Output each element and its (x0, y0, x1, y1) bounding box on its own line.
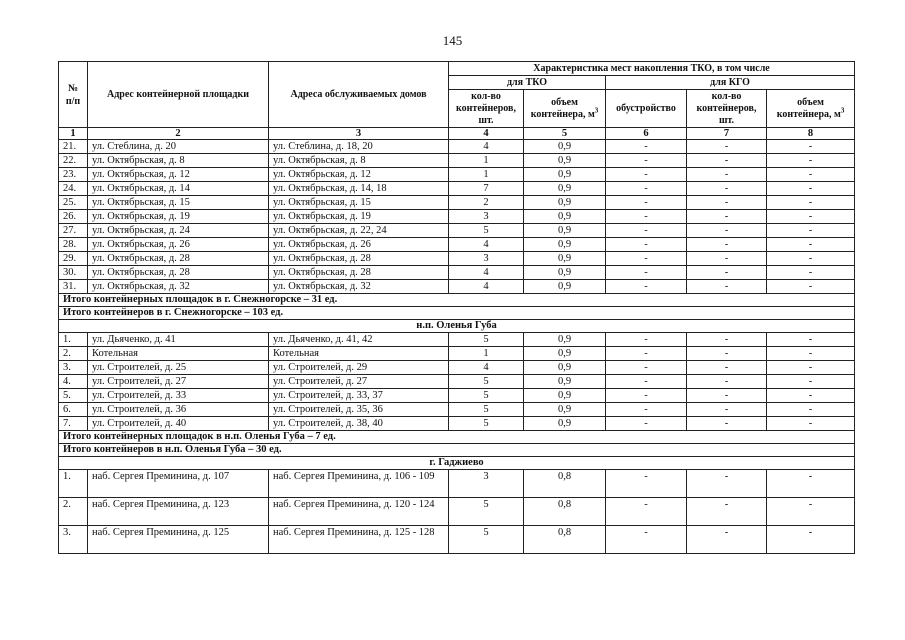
kgo-container-volume: - (767, 238, 855, 252)
row-number: 25. (59, 196, 88, 210)
kgo-container-volume: - (767, 182, 855, 196)
kgo-equipment: - (606, 154, 687, 168)
col-number: 5 (524, 128, 606, 140)
tko-container-count: 1 (449, 154, 524, 168)
kgo-container-count: - (687, 417, 767, 431)
row-number: 21. (59, 140, 88, 154)
tko-container-count: 5 (449, 389, 524, 403)
kgo-equipment: - (606, 361, 687, 375)
tko-container-volume: 0,9 (524, 210, 606, 224)
col-number: 2 (88, 128, 269, 140)
table-row (59, 182, 855, 196)
table-header (59, 62, 855, 140)
table-row (59, 403, 855, 417)
site-address: ул. Октябрьская, д. 28 (88, 252, 269, 266)
tko-container-volume: 0,9 (524, 224, 606, 238)
row-number: 5. (59, 389, 88, 403)
total-containers-snezhnogorsk: Итого контейнеров в г. Снежногорске – 103 ед. (59, 307, 855, 320)
table-row (59, 210, 855, 224)
tko-container-count: 3 (449, 252, 524, 266)
kgo-container-volume: - (767, 470, 855, 498)
kgo-equipment: - (606, 140, 687, 154)
served-addresses: Котельная (269, 347, 449, 361)
tko-container-volume: 0,9 (524, 154, 606, 168)
container-sites-table (58, 61, 855, 554)
site-address: ул. Строителей, д. 27 (88, 375, 269, 389)
site-address: ул. Октябрьская, д. 24 (88, 224, 269, 238)
served-addresses: ул. Октябрьская, д. 22, 24 (269, 224, 449, 238)
tko-container-volume: 0,9 (524, 389, 606, 403)
tko-container-volume: 0,9 (524, 417, 606, 431)
tko-container-volume: 0,9 (524, 266, 606, 280)
kgo-container-count: - (687, 361, 767, 375)
kgo-container-count: - (687, 280, 767, 294)
kgo-container-volume: - (767, 333, 855, 347)
site-address: ул. Строителей, д. 25 (88, 361, 269, 375)
kgo-container-volume: - (767, 498, 855, 526)
table-row (59, 266, 855, 280)
site-address: ул. Октябрьская, д. 15 (88, 196, 269, 210)
site-address: ул. Стеблина, д. 20 (88, 140, 269, 154)
site-address: ул. Дьяченко, д. 41 (88, 333, 269, 347)
row-number: 3. (59, 526, 88, 554)
served-addresses: ул. Октябрьская, д. 26 (269, 238, 449, 252)
kgo-container-count: - (687, 375, 767, 389)
row-number: 22. (59, 154, 88, 168)
header-kgo: для КГО (606, 76, 855, 90)
kgo-container-volume: - (767, 154, 855, 168)
page-number: 145 (442, 33, 463, 48)
served-addresses: ул. Строителей, д. 29 (269, 361, 449, 375)
kgo-equipment: - (606, 238, 687, 252)
tko-container-volume: 0,9 (524, 347, 606, 361)
header-address: Адрес контейнерной площадки (88, 62, 269, 128)
col-number: 6 (606, 128, 687, 140)
served-addresses: ул. Строителей, д. 35, 36 (269, 403, 449, 417)
tko-container-count: 5 (449, 333, 524, 347)
table-row (59, 224, 855, 238)
kgo-equipment: - (606, 168, 687, 182)
served-addresses: наб. Сергея Преминина, д. 125 - 128 (269, 526, 449, 554)
tko-container-count: 4 (449, 140, 524, 154)
row-number: 29. (59, 252, 88, 266)
total-sites-olenya-guba: Итого контейнерных площадок в н.п. Оленья Губа – 7 ед. (59, 431, 855, 444)
kgo-equipment: - (606, 347, 687, 361)
kgo-container-volume: - (767, 140, 855, 154)
kgo-container-count: - (687, 196, 767, 210)
kgo-equipment: - (606, 280, 687, 294)
tko-container-count: 5 (449, 403, 524, 417)
tko-container-volume: 0,9 (524, 140, 606, 154)
tko-container-volume: 0,9 (524, 375, 606, 389)
served-addresses: ул. Строителей, д. 38, 40 (269, 417, 449, 431)
tko-container-volume: 0,9 (524, 238, 606, 252)
tko-container-count: 7 (449, 182, 524, 196)
served-addresses: ул. Октябрьская, д. 32 (269, 280, 449, 294)
tko-container-count: 5 (449, 375, 524, 389)
tko-container-volume: 0,9 (524, 361, 606, 375)
kgo-container-volume: - (767, 526, 855, 554)
served-addresses: наб. Сергея Преминина, д. 106 - 109 (269, 470, 449, 498)
table-row (59, 280, 855, 294)
kgo-container-volume: - (767, 280, 855, 294)
site-address: ул. Октябрьская, д. 26 (88, 238, 269, 252)
row-number: 7. (59, 417, 88, 431)
site-address: Котельная (88, 347, 269, 361)
tko-container-count: 1 (449, 168, 524, 182)
header-tko: для ТКО (449, 76, 606, 90)
total-containers-olenya-guba: Итого контейнеров в н.п. Оленья Губа – 30 ед. (59, 444, 855, 457)
served-addresses: ул. Строителей, д. 27 (269, 375, 449, 389)
kgo-equipment: - (606, 266, 687, 280)
kgo-equipment: - (606, 498, 687, 526)
tko-container-volume: 0,9 (524, 182, 606, 196)
site-address: ул. Строителей, д. 36 (88, 403, 269, 417)
kgo-container-volume: - (767, 347, 855, 361)
tko-container-count: 4 (449, 280, 524, 294)
kgo-container-volume: - (767, 266, 855, 280)
kgo-container-volume: - (767, 252, 855, 266)
tko-container-count: 3 (449, 470, 524, 498)
kgo-container-volume: - (767, 224, 855, 238)
tko-container-count: 5 (449, 224, 524, 238)
kgo-container-count: - (687, 140, 767, 154)
row-number: 2. (59, 498, 88, 526)
kgo-container-count: - (687, 182, 767, 196)
table-row (59, 168, 855, 182)
row-number: 27. (59, 224, 88, 238)
served-addresses: ул. Октябрьская, д. 28 (269, 252, 449, 266)
section-row (59, 320, 855, 333)
kgo-equipment: - (606, 224, 687, 238)
tko-container-volume: 0,9 (524, 252, 606, 266)
table-row (59, 347, 855, 361)
tko-container-count: 5 (449, 526, 524, 554)
kgo-container-volume: - (767, 361, 855, 375)
row-number: 4. (59, 375, 88, 389)
site-address: ул. Строителей, д. 33 (88, 389, 269, 403)
kgo-container-count: - (687, 266, 767, 280)
kgo-container-volume: - (767, 403, 855, 417)
kgo-container-count: - (687, 403, 767, 417)
kgo-equipment: - (606, 196, 687, 210)
kgo-equipment: - (606, 403, 687, 417)
row-number: 26. (59, 210, 88, 224)
served-addresses: ул. Октябрьская, д. 14, 18 (269, 182, 449, 196)
kgo-equipment: - (606, 375, 687, 389)
served-addresses: ул. Октябрьская, д. 12 (269, 168, 449, 182)
table-body (59, 140, 855, 554)
table-row (59, 375, 855, 389)
table-row (59, 389, 855, 403)
kgo-container-volume: - (767, 417, 855, 431)
kgo-container-count: - (687, 333, 767, 347)
kgo-container-volume: - (767, 168, 855, 182)
kgo-container-count: - (687, 210, 767, 224)
served-addresses: ул. Строителей, д. 33, 37 (269, 389, 449, 403)
header-group-title: Характеристика мест накопления ТКО, в том числе (449, 62, 855, 76)
served-addresses: ул. Октябрьская, д. 28 (269, 266, 449, 280)
kgo-container-count: - (687, 389, 767, 403)
kgo-container-count: - (687, 347, 767, 361)
site-address: наб. Сергея Преминина, д. 125 (88, 526, 269, 554)
served-addresses: ул. Стеблина, д. 18, 20 (269, 140, 449, 154)
row-number: 1. (59, 333, 88, 347)
tko-container-count: 4 (449, 266, 524, 280)
tko-container-volume: 0,9 (524, 168, 606, 182)
total-row (59, 307, 855, 320)
served-addresses: ул. Октябрьская, д. 19 (269, 210, 449, 224)
col-number: 7 (687, 128, 767, 140)
tko-container-count: 5 (449, 417, 524, 431)
kgo-equipment: - (606, 417, 687, 431)
site-address: ул. Октябрьская, д. 19 (88, 210, 269, 224)
table-row (59, 498, 855, 526)
site-address: ул. Октябрьская, д. 32 (88, 280, 269, 294)
site-address: ул. Октябрьская, д. 8 (88, 154, 269, 168)
total-row (59, 444, 855, 457)
kgo-equipment: - (606, 252, 687, 266)
kgo-container-volume: - (767, 375, 855, 389)
served-addresses: ул. Октябрьская, д. 15 (269, 196, 449, 210)
tko-container-count: 2 (449, 196, 524, 210)
row-number: 2. (59, 347, 88, 361)
header-tko-count: кол-во контейнеров, шт. (449, 90, 524, 128)
col-number: 1 (59, 128, 88, 140)
served-addresses: ул. Дьяченко, д. 41, 42 (269, 333, 449, 347)
kgo-container-count: - (687, 154, 767, 168)
row-number: 6. (59, 403, 88, 417)
tko-container-volume: 0,8 (524, 470, 606, 498)
col-number: 8 (767, 128, 855, 140)
kgo-container-count: - (687, 238, 767, 252)
tko-container-count: 4 (449, 238, 524, 252)
table-row (59, 252, 855, 266)
tko-container-volume: 0,9 (524, 196, 606, 210)
row-number: 24. (59, 182, 88, 196)
total-row (59, 294, 855, 307)
tko-container-volume: 0,9 (524, 333, 606, 347)
kgo-equipment: - (606, 389, 687, 403)
kgo-equipment: - (606, 526, 687, 554)
kgo-container-count: - (687, 224, 767, 238)
row-number: 30. (59, 266, 88, 280)
table-row (59, 154, 855, 168)
table-row (59, 470, 855, 498)
kgo-container-volume: - (767, 196, 855, 210)
kgo-container-count: - (687, 526, 767, 554)
section-title-gadzhievo: г. Гаджиево (59, 457, 855, 470)
site-address: наб. Сергея Преминина, д. 107 (88, 470, 269, 498)
header-tko-volume: объем контейнера, $м^3$ (524, 90, 606, 128)
kgo-equipment: - (606, 470, 687, 498)
tko-container-count: 1 (449, 347, 524, 361)
table-row (59, 238, 855, 252)
header-num: № п/п (59, 62, 88, 128)
kgo-container-volume: - (767, 210, 855, 224)
served-addresses: ул. Октябрьская, д. 8 (269, 154, 449, 168)
served-addresses: наб. Сергея Преминина, д. 120 - 124 (269, 498, 449, 526)
kgo-container-count: - (687, 252, 767, 266)
column-numbers-row (59, 128, 855, 140)
site-address: ул. Строителей, д. 40 (88, 417, 269, 431)
section-title-olenya-guba: н.п. Оленья Губа (59, 320, 855, 333)
tko-container-volume: 0,9 (524, 403, 606, 417)
table-row (59, 196, 855, 210)
col-number: 3 (269, 128, 449, 140)
site-address: ул. Октябрьская, д. 14 (88, 182, 269, 196)
table-row (59, 333, 855, 347)
tko-container-count: 5 (449, 498, 524, 526)
total-row (59, 431, 855, 444)
header-kgo-count: кол-во контейнеров, шт. (687, 90, 767, 128)
tko-container-volume: 0,9 (524, 280, 606, 294)
table-row (59, 417, 855, 431)
section-row (59, 457, 855, 470)
header-kgo-volume: объем контейнера, $м^3$ (767, 90, 855, 128)
tko-container-volume: 0,8 (524, 526, 606, 554)
header-served: Адреса обслуживаемых домов (269, 62, 449, 128)
row-number: 3. (59, 361, 88, 375)
kgo-container-volume: - (767, 389, 855, 403)
row-number: 31. (59, 280, 88, 294)
row-number: 28. (59, 238, 88, 252)
site-address: ул. Октябрьская, д. 28 (88, 266, 269, 280)
table-row (59, 140, 855, 154)
kgo-equipment: - (606, 333, 687, 347)
kgo-equipment: - (606, 182, 687, 196)
tko-container-count: 3 (449, 210, 524, 224)
total-sites-snezhnogorsk: Итого контейнерных площадок в г. Снежногорске – 31 ед. (59, 294, 855, 307)
site-address: ул. Октябрьская, д. 12 (88, 168, 269, 182)
col-number: 4 (449, 128, 524, 140)
kgo-container-count: - (687, 498, 767, 526)
site-address: наб. Сергея Преминина, д. 123 (88, 498, 269, 526)
kgo-equipment: - (606, 210, 687, 224)
kgo-container-count: - (687, 168, 767, 182)
row-number: 23. (59, 168, 88, 182)
table-row (59, 361, 855, 375)
tko-container-volume: 0,8 (524, 498, 606, 526)
table-row (59, 526, 855, 554)
row-number: 1. (59, 470, 88, 498)
tko-container-count: 4 (449, 361, 524, 375)
header-kgo-equip: обустройство (606, 90, 687, 128)
kgo-container-count: - (687, 470, 767, 498)
